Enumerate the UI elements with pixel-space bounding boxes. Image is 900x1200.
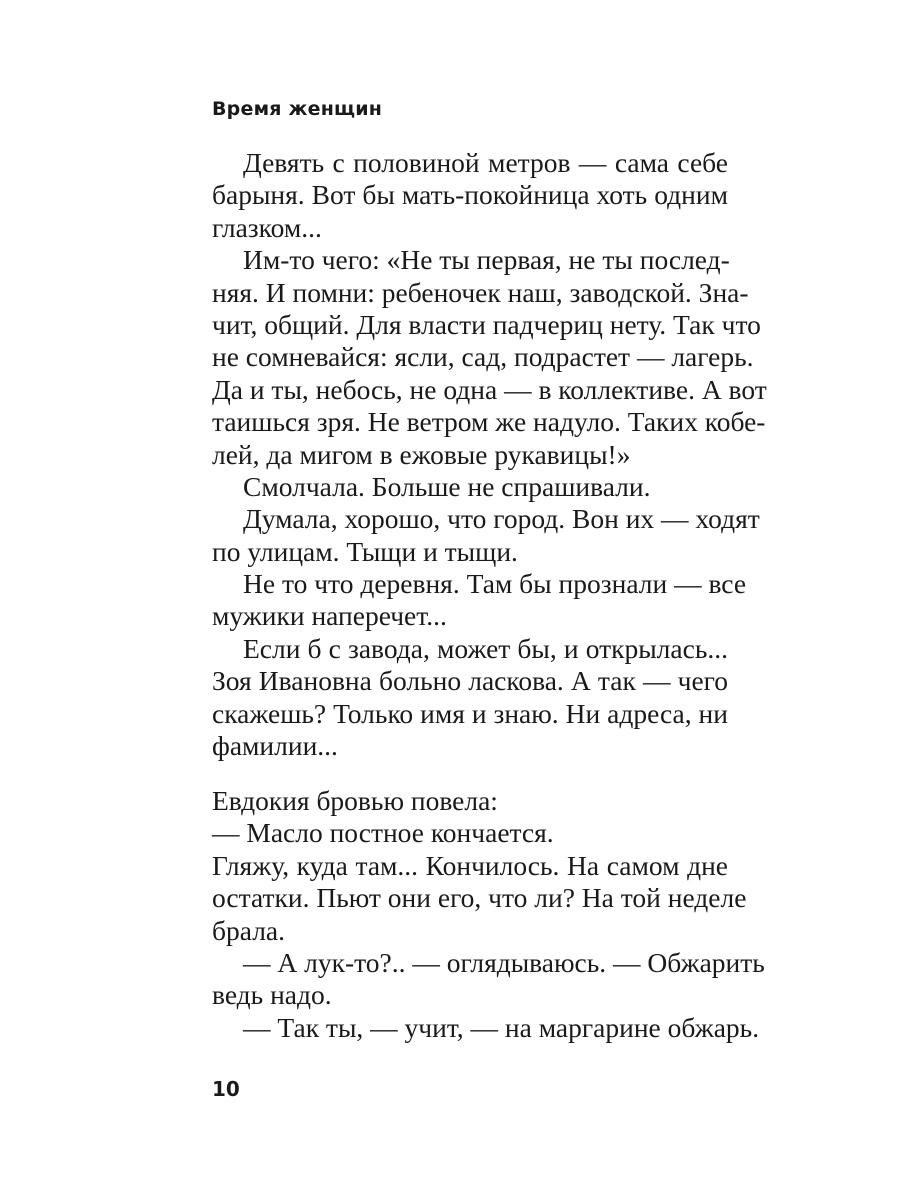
text-line: фамилии... bbox=[212, 730, 338, 762]
running-head: Время женщин bbox=[212, 98, 383, 120]
text-line: остатки. Пьют они его, что ли? На той неделе bbox=[212, 882, 747, 914]
text-line: лей, да мигом в ежовые рукавицы!» bbox=[212, 438, 631, 470]
text-line: Смолчала. Больше не спрашивали. bbox=[243, 470, 651, 502]
text-line: Девять с половиной метров — сама себе bbox=[243, 147, 728, 178]
text-line: — Масло постное кончается. bbox=[212, 817, 554, 849]
text-block-bottom bbox=[212, 785, 765, 1044]
text-line: Зоя Ивановна больно ласкова. А так — чего bbox=[212, 665, 728, 697]
text-line: Евдокия бровью повела: bbox=[212, 785, 498, 816]
text-line: няя. И помни: ребеночек наш, заводской. Зна- bbox=[212, 276, 749, 308]
text-line: Гляжу, куда там... Кончилось. На самом дне bbox=[212, 849, 728, 881]
text-line: по улицам. Тыщи и тыщи. bbox=[212, 535, 518, 567]
text-line: Не то что деревня. Там бы прознали — все bbox=[243, 568, 747, 600]
text-line: брала. bbox=[212, 914, 285, 946]
text-line: — Так ты, — учит, — на маргарине обжарь. bbox=[243, 1011, 760, 1043]
text-line: — А лук-то?.. — оглядываюсь. — Обжарить bbox=[243, 946, 765, 978]
text-line: таишься зря. Не ветром же надуло. Таких кобе- bbox=[212, 406, 766, 438]
text-line: скажешь? Только имя и знаю. Ни адреса, ни bbox=[212, 697, 728, 729]
page-number: 10 bbox=[212, 1077, 240, 1101]
text-line: чит, общий. Для власти падчериц нету. Так что bbox=[212, 308, 761, 340]
text-line: ведь надо. bbox=[212, 979, 332, 1011]
text-line: Думала, хорошо, что город. Вон их — ходят bbox=[243, 503, 760, 535]
text-block-top bbox=[212, 147, 767, 762]
text-line: не сомневайся: ясли, сад, подрастет — лагерь. bbox=[212, 341, 754, 373]
text-line: глазком... bbox=[212, 211, 322, 243]
text-line: мужики наперечет... bbox=[212, 600, 447, 632]
text-line: Если б с завода, может бы, и открылась... bbox=[243, 632, 728, 664]
text-line: Да и ты, небось, не одна — в коллективе. А вот bbox=[212, 373, 767, 405]
text-line: барыня. Вот бы мать-покойница хоть одним bbox=[212, 179, 728, 211]
text-line: Им-то чего: «Не ты первая, не ты послед- bbox=[243, 244, 730, 276]
